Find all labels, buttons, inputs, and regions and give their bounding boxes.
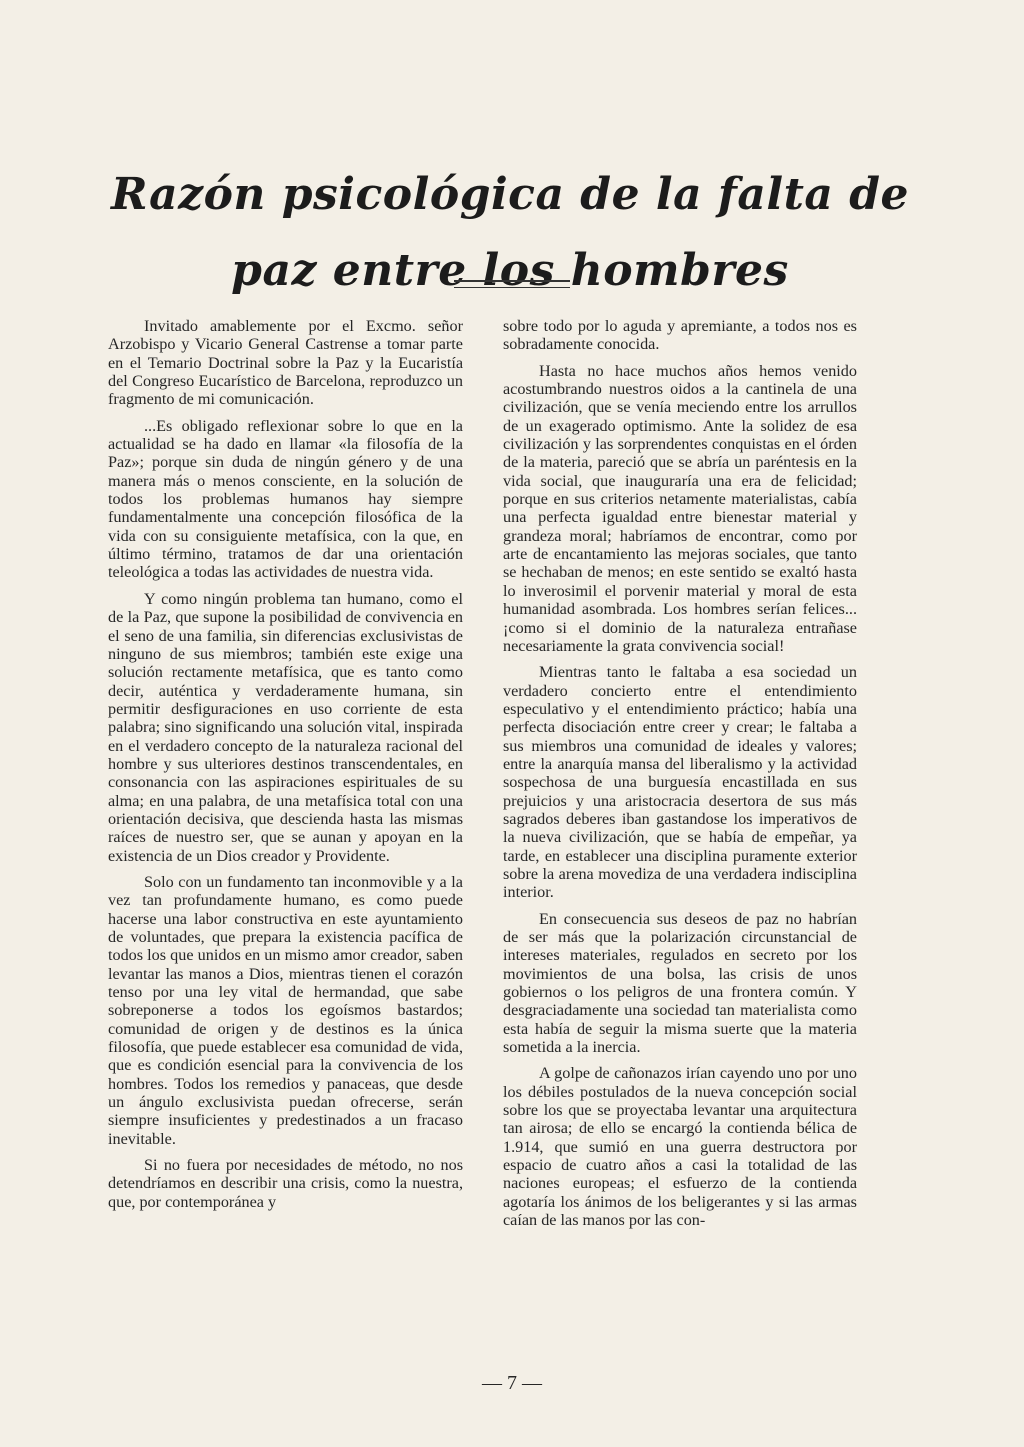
paragraph: Invitado amablemente por el Excmo. señor Arzobispo y Vicario General Castrense a tomar parte en el Temario Doctrinal sobre la Paz y la Eucaristía del Congreso Eucarístico de Barcelona, reproduzco un fragmento de mi comunicación. [108,317,463,409]
paragraph: En consecuencia sus deseos de paz no habrían de ser más que la polarización circunstancial de intereses materiales, regulados en secreto por los movimientos de una bolsa, las crisis de unos gobiernos o los peligros de una frontera común. Y desgraciadamente una sociedad tan materialista como esta había de seguir la misma suerte que la materia sometida a la inercia. [503,909,857,1057]
paragraph: Si no fuera por necesidades de método, no nos detendríamos en describir una crisis, como la nuestra, que, por contemporánea y [108,1156,463,1211]
paragraph: Hasta no hace muchos años hemos venido acostumbrando nuestros oidos a la cantinela de una civilización, que se venía meciendo entre los arrullos de un exagerado optimismo. Ante la solidez de esa civilización y las sorprendentes conquistas en el órden de la materia, pareció que se abría un paréntesis en la vida social, que inauguraría una era de felicidad; porque en sus criterios netamente materialistas, cabía una perfecta igualdad entre bienestar material y grandeza moral; habríamos de encontrar, como por arte de encantamiento las mejoras sociales, que tanto se hechaban de menos; en este sentido se exaltó hasta lo inverosimil el porvenir material y moral de esta humanidad asombrada. Los hombres serían felices... ¡como si el dominio de la naturaleza entrañase necesariamente la grata convivencia social! [503,361,857,655]
title-divider [454,280,570,288]
paragraph: Y como ningún problema tan humano, como el de la Paz, que supone la posibilidad de convivencia en el seno de una familia, sin diferencias exclusivistas de ninguno de sus miembros; también este exige una solución rectamente metafísica, que es tanto como decir, auténtica y verdaderamente humana, sin permitir desfiguraciones en uso corriente de esta palabra; sino significando una solución vital, inspirada en el verdadero concepto de la naturaleza racional del hombre y sus ulteriores destinos transcendentales, en consonancia con las aspiraciones espirituales de su alma; en una palabra, de una metafísica total con una orientación decisiva, que descienda hasta las mismas raíces de nuestro ser, que se aunan y apoyan en la existencia de un Dios creador y Providente. [108,589,463,865]
article-title: Razón psicológica de la falta de paz entre los hombres [111,169,909,297]
paragraph: ...Es obligado reflexionar sobre lo que en la actualidad se ha dado en llamar «la filosofía de la Paz»; porque sin duda de ningún género y de una manera más o menos consciente, en la solución de todos los problemas humanos hay siempre fundamentalmente una concepción filosófica de la vida con su consiguiente metafísica, con la que, en último término, tratamos de dar una orientación teleológica a todas las actividades de nuestra vida. [108,416,463,582]
paragraph: Mientras tanto le faltaba a esa sociedad un verdadero concierto entre el entendimiento especulativo y el entendimiento práctico; había una perfecta disociación entre creer y crear; le faltaba a sus miembros una comunidad de ideales y valores; entre la anarquía mansa del liberalismo y la actividad sospechosa de una burguesía encastillada en sus prejuicios y una aristocracia desertora de sus más sagrados deberes iban gastandose los imperativos de la nueva civilización, que se había de empeñar, ya tarde, en establecer una disciplina puramente exterior sobre la arena movediza de una verdadera indisciplina interior. [503,663,857,902]
paragraph-continuation: sobre todo por lo aguda y apremiante, a todos nos es sobradamente conocida. [503,317,857,354]
left-column [108,317,463,1219]
right-column [503,317,857,1238]
paragraph: Solo con un fundamento tan inconmovible y a la vez tan profundamente humano, es como puede hacerse una labor constructiva en este ayuntamiento de voluntades, que prepara la existencia pacífica de todos los que unidos en un mismo amor creador, saben levantar las manos a Dios, mientras tienen el corazón tenso por una ley vital de hermandad, que sabe sobreponerse a todos los egoísmos bastardos; comunidad de origen y de destinos es la única filosofía, que puede establecer esa comunidad de vida, que es condición esencial para la convivencia de los hombres. Todos los remedios y panaceas, que desde un ángulo exclusivista puedan ofrecerse, serán siempre insuficientes y predestinados a un fracaso inevitable. [108,872,463,1148]
page-number: — 7 — [482,1372,542,1394]
paragraph: A golpe de cañonazos irían cayendo uno por uno los débiles postulados de la nueva concepción social sobre los que se proyectaba levantar una arquitectura tan airosa; de ello se encargó la contienda bélica de 1.914, que sumió en una guerra destructora por espacio de cuatro años a casi la totalidad de las naciones europeas; el esfuerzo de la contienda agotaría los ánimos de los beligerantes y si las armas caían de las manos por las con- [503,1064,857,1230]
